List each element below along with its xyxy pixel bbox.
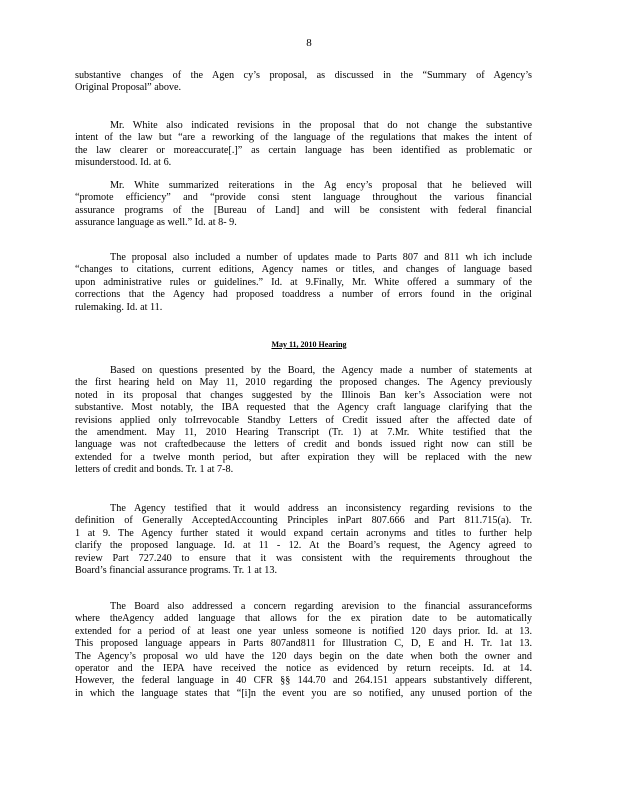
paragraph: [75, 601, 532, 700]
text-line: extended for a period of at least one year unless someone is notified 120 days prior. Id. at 13.: [75, 625, 532, 637]
paragraph: [75, 252, 532, 314]
paragraph: [75, 120, 532, 170]
text-line: clarify the proposed language. Id. at 11 - 12. At the Board’s request, the Agency agreed to: [75, 540, 532, 552]
text-line: operator and the IEPA have received the notice as evidenced by return receipts. Id. at 14.: [75, 663, 532, 675]
text-line: Based on questions presented by the Board, the Agency made a number of statements at: [110, 365, 532, 376]
text-line: The Board also addressed a concern regarding arevision to the financial assuranceforms: [110, 601, 532, 612]
text-line: The Agency testified that it would address an inconsistency regarding revisions to the: [110, 503, 532, 514]
paragraph: [75, 180, 532, 230]
text-line: the amendment. May 11, 2010 Hearing Transcript (Tr. 1) at 7.Mr. White testified that the: [75, 427, 532, 439]
text-line: misunderstood. Id. at 6.: [75, 157, 172, 169]
text-line: corrections that the Agency had proposed toaddress a number of errors found in the original: [75, 289, 532, 301]
text-line: The Agency’s proposal wo uld have the 120 days begin on the date when both the owner and: [75, 650, 532, 662]
paragraph: [75, 365, 532, 477]
text-line: Original Proposal” above.: [75, 82, 182, 94]
text-line: rulemaking. Id. at 11.: [75, 301, 163, 313]
paragraph: [75, 503, 532, 577]
text-line: revisions applied only toIrrevocable Standby Letters of Credit issued after the affected date of: [75, 414, 532, 426]
text-line: letters of credit and bonds. Tr. 1 at 7-8.: [75, 464, 234, 476]
text-line: review Part 727.240 to ensure that it was consistent with the requirements throughout the: [75, 552, 532, 564]
text-line: “changes to citations, current editions, Agency names or titles, and changes of language based: [75, 264, 532, 276]
text-line: assurance programs of the [Bureau of Land] and will be consistent with federal financial: [75, 204, 532, 216]
text-line: in which the language states that “[i]n the event you are so notified, any unused portion of the: [75, 687, 532, 699]
text-line: substantive. Most notably, the IBA requested that the Agency craft language clarifying that the: [75, 402, 532, 414]
text-line: Mr. White summarized reiterations in the Ag ency’s proposal that he believed will: [110, 180, 532, 191]
text-line: upon administrative rules or guidelines.” Id. at 9.Finally, Mr. White offered a summary of the: [75, 276, 532, 288]
text-line: Mr. White also indicated revisions in the proposal that do not change the substantive: [110, 120, 532, 131]
text-line: 1 at 9. The Agency further stated it would expand certain acronyms and titles to further help: [75, 527, 532, 539]
text-line: language was not craftedbecause the letters of credit and bonds issued right now can still be: [75, 439, 532, 451]
text-line: extended for a twelve month period, but after expiration they will be replaced with the new: [75, 451, 532, 463]
text-line: the law clearer or moreaccurate[.]” as certain language has been identified as problematic or: [75, 144, 532, 156]
text-line: assurance language as well.” Id. at 8- 9.: [75, 217, 237, 229]
text-line: substantive changes of the Agen cy’s proposal, as discussed in the “Summary of Agency’s: [75, 70, 532, 81]
page-number: 8: [306, 37, 312, 49]
text-line: definition of Generally AcceptedAccounting Principles inPart 807.666 and Part 811.715(a). Tr.: [75, 515, 532, 527]
text-line: This proposed language appears in Parts 807and811 for Illustration C, D, E and H. Tr. 1at 13.: [75, 638, 532, 650]
paragraph: [75, 70, 532, 95]
text-line: intent of the law but “are a reworking of the language of the regulations that makes the intent of: [75, 132, 532, 144]
text-line: where theAgency added language that allows for the ex piration date to be automatically: [75, 613, 532, 625]
text-line: noted in its proposal that changes suggested by the Illinois Ban ker’s Association were not: [75, 389, 532, 401]
text-line: “promote efficiency” and “provide consi stent language throughout the various financial: [75, 192, 532, 204]
section-heading: May 11, 2010 Hearing: [271, 340, 347, 349]
text-line: The proposal also included a number of updates made to Parts 807 and 811 wh ich include: [110, 252, 532, 263]
text-line: the first hearing held on May 11, 2010 regarding the proposed changes. The Agency previously: [75, 377, 532, 389]
text-line: However, the federal language in 40 CFR §§ 144.70 and 264.151 appears substantively different,: [75, 675, 532, 687]
text-line: Board’s financial assurance programs. Tr. 1 at 13.: [75, 565, 278, 577]
